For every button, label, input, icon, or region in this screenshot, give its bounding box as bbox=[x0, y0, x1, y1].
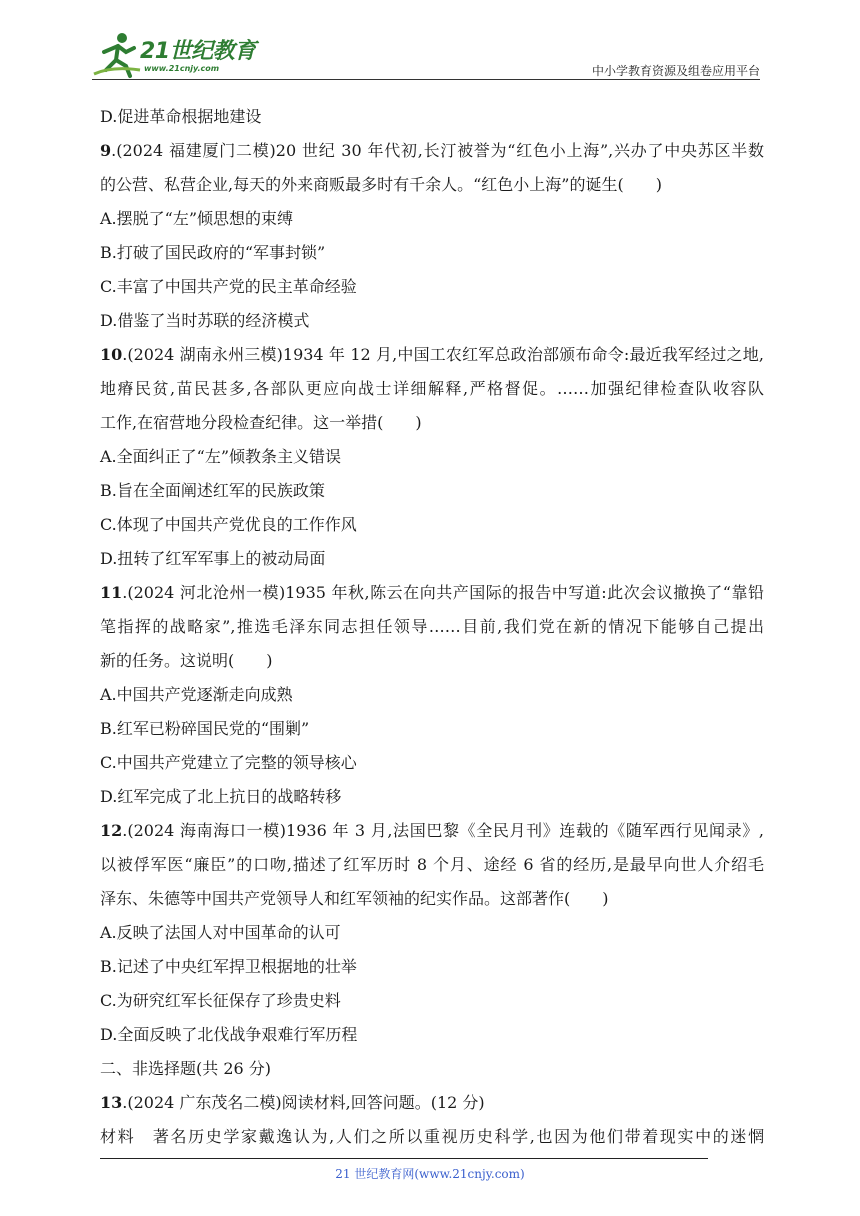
line-text: C.中国共产党建立了完整的领导核心 bbox=[100, 753, 357, 772]
line-text: C.丰富了中国共产党的民主革命经验 bbox=[100, 277, 357, 296]
line-text: A.中国共产党逐渐走向成熟 bbox=[100, 685, 293, 704]
text-line bbox=[100, 1052, 764, 1086]
line-text: D.扭转了红军军事上的被动局面 bbox=[100, 549, 326, 568]
text-line bbox=[100, 848, 764, 882]
text-line bbox=[100, 678, 764, 712]
line-text: 笔指挥的战略家”,推选毛泽东同志担任领导……目前,我们党在新的情况下能够自己提出 bbox=[100, 617, 764, 636]
question-number: 13 bbox=[100, 1093, 123, 1112]
text-line bbox=[100, 882, 764, 916]
text-line bbox=[100, 236, 764, 270]
line-text: 二、非选择题(共 26 分) bbox=[100, 1059, 272, 1078]
platform-name: 中小学教育资源及组卷应用平台 bbox=[591, 64, 760, 78]
question-number: 12 bbox=[100, 821, 123, 840]
text-line bbox=[100, 474, 764, 508]
text-line bbox=[100, 984, 764, 1018]
logo-text: 21世纪教育 bbox=[140, 39, 256, 64]
text-line bbox=[100, 270, 764, 304]
line-text: A.反映了法国人对中国革命的认可 bbox=[100, 923, 341, 942]
line-text: 泽东、朱德等中国共产党领导人和红军领袖的纪实作品。这部著作( ) bbox=[100, 889, 609, 908]
site-logo bbox=[92, 30, 262, 80]
line-text: D.红军完成了北上抗日的战略转移 bbox=[100, 787, 342, 806]
line-text: .(2024 福建厦门二模)20 世纪 30 年代初,长汀被誉为“红色小上海”,兴办了中央苏区半数 bbox=[111, 141, 764, 160]
line-text: D.全面反映了北伐战争艰难行军历程 bbox=[100, 1025, 358, 1044]
text-line bbox=[100, 168, 764, 202]
footer-site: 21 世纪教育网(www.21cnjy.com) bbox=[335, 1167, 525, 1181]
line-text: A.摆脱了“左”倾思想的束缚 bbox=[100, 209, 294, 228]
text-line bbox=[100, 542, 764, 576]
text-line bbox=[100, 746, 764, 780]
line-text: .(2024 湖南永州三模)1934 年 12 月,中国工农红军总政治部颁布命令:最近我军经过之地, bbox=[122, 345, 764, 364]
footer-divider bbox=[100, 1158, 708, 1159]
line-text: D.促进革命根据地建设 bbox=[100, 107, 262, 126]
line-text: 材料 著名历史学家戴逸认为,人们之所以重视历史科学,也因为他们带着现实中的迷惘 bbox=[100, 1127, 764, 1146]
line-text: 的公营、私营企业,每天的外来商贩最多时有千余人。“红色小上海”的诞生( ) bbox=[100, 175, 662, 194]
text-line bbox=[100, 338, 764, 372]
question-number: 11 bbox=[100, 583, 123, 602]
line-text: A.全面纠正了“左”倾教条主义错误 bbox=[100, 447, 342, 466]
line-text: B.旨在全面阐述红军的民族政策 bbox=[100, 481, 325, 500]
header-divider bbox=[92, 79, 760, 80]
text-line bbox=[100, 576, 764, 610]
text-line bbox=[100, 916, 764, 950]
text-line bbox=[100, 134, 764, 168]
text-line bbox=[100, 814, 764, 848]
text-line bbox=[100, 100, 764, 134]
line-text: B.打破了国民政府的“军事封锁” bbox=[100, 243, 326, 262]
line-text: .(2024 广东茂名二模)阅读材料,回答问题。(12 分) bbox=[122, 1093, 485, 1112]
line-text: 地瘠民贫,苗民甚多,各部队更应向战士详细解释,严格督促。……加强纪律检查队收容队 bbox=[100, 379, 764, 398]
text-line bbox=[100, 644, 764, 678]
line-text: 工作,在宿营地分段检查纪律。这一举措( ) bbox=[100, 413, 422, 432]
logo-url: www.21cnjy.com bbox=[144, 64, 220, 73]
line-text: 新的任务。这说明( ) bbox=[100, 651, 273, 670]
text-line bbox=[100, 202, 764, 236]
line-text: D.借鉴了当时苏联的经济模式 bbox=[100, 311, 310, 330]
line-text: C.为研究红军长征保存了珍贵史料 bbox=[100, 991, 341, 1010]
text-line bbox=[100, 372, 764, 406]
text-line bbox=[100, 304, 764, 338]
question-number: 9 bbox=[100, 141, 112, 160]
line-text: B.红军已粉碎国民党的“围剿” bbox=[100, 719, 310, 738]
question-number: 10 bbox=[100, 345, 123, 364]
text-line bbox=[100, 508, 764, 542]
line-text: B.记述了中央红军捍卫根据地的壮举 bbox=[100, 957, 357, 976]
text-line bbox=[100, 440, 764, 474]
text-line bbox=[100, 780, 764, 814]
text-line bbox=[100, 712, 764, 746]
line-text: C.体现了中国共产党优良的工作作风 bbox=[100, 515, 357, 534]
text-line bbox=[100, 1120, 764, 1154]
page-header bbox=[92, 30, 760, 80]
line-text: .(2024 河北沧州一模)1935 年秋,陈云在向共产国际的报告中写道:此次会议撤换了“靠铅 bbox=[122, 583, 764, 602]
text-line bbox=[100, 950, 764, 984]
text-line bbox=[100, 406, 764, 440]
question-content bbox=[100, 100, 764, 1154]
line-text: .(2024 海南海口一模)1936 年 3 月,法国巴黎《全民月刊》连载的《随军西行见闻录》, bbox=[122, 821, 764, 840]
text-line bbox=[100, 610, 764, 644]
runner-logo-icon bbox=[92, 30, 142, 80]
text-line bbox=[100, 1018, 764, 1052]
line-text: 以被俘军医“廉臣”的口吻,描述了红军历时 8 个月、途经 6 省的经历,是最早向世人介绍毛 bbox=[100, 855, 764, 874]
text-line bbox=[100, 1086, 764, 1120]
